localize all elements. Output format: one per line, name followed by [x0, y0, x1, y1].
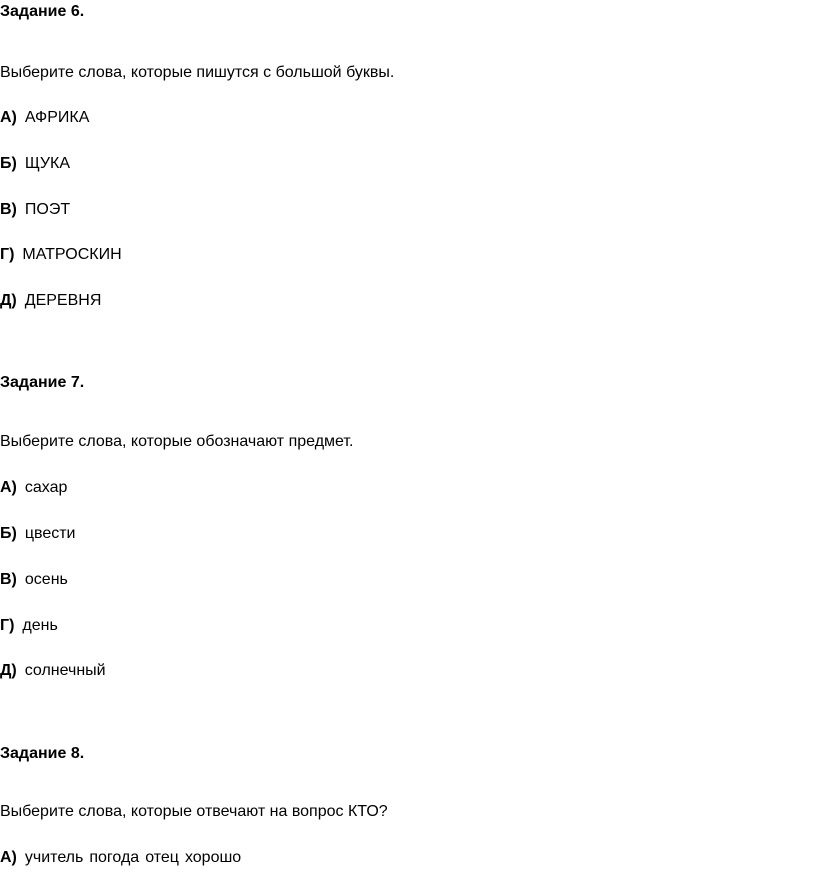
- option-text: день: [22, 617, 58, 634]
- option-letter: Д): [0, 662, 17, 679]
- option-text: солнечный: [24, 662, 106, 679]
- task-6-option-b: [0, 154, 70, 174]
- option-letter: А): [0, 109, 17, 126]
- option-text: ДЕРЕВНЯ: [24, 292, 102, 309]
- task-6-option-g: [0, 245, 122, 265]
- option-letter: Г): [0, 246, 15, 263]
- option-letter: Б): [0, 525, 17, 542]
- task-7-title: Задание 7.: [0, 374, 85, 391]
- option-text: осень: [24, 571, 68, 588]
- option-text: сахар: [24, 479, 68, 496]
- task-7-option-d: [0, 661, 106, 681]
- task-7-option-a: [0, 478, 67, 498]
- option-word: погода: [89, 849, 140, 866]
- option-letter: В): [0, 201, 17, 218]
- task-7-option-v: [0, 570, 68, 590]
- option-letter: А): [0, 479, 17, 496]
- task-6-question: Выберите слова, которые пишутся с большой буквы.: [0, 64, 395, 81]
- task-6-option-d: [0, 291, 101, 311]
- option-letter: Б): [0, 155, 17, 172]
- option-text: МАТРОСКИН: [22, 246, 122, 263]
- option-word: отец: [145, 849, 179, 866]
- task-7-question: Выберите слова, которые обозначают предмет.: [0, 433, 354, 450]
- task-7-option-b: [0, 524, 75, 544]
- task-8-question: Выберите слова, которые отвечают на вопрос КТО?: [0, 803, 388, 820]
- task-8-title: Задание 8.: [0, 745, 85, 762]
- option-text: ПОЭТ: [24, 201, 71, 218]
- option-letter: Д): [0, 292, 17, 309]
- task-8-option-a: [0, 848, 247, 868]
- task-6-title: Задание 6.: [0, 3, 85, 20]
- option-letter: А): [0, 849, 17, 866]
- option-text: ЩУКА: [24, 155, 70, 172]
- option-text: АФРИКА: [24, 109, 90, 126]
- task-6-option-v: [0, 200, 70, 220]
- option-word: хорошо: [184, 849, 242, 866]
- option-word: учитель: [24, 849, 84, 866]
- task-6-option-a: [0, 108, 89, 128]
- task-7-option-g: [0, 616, 58, 636]
- option-letter: Г): [0, 617, 15, 634]
- option-text: цвести: [24, 525, 76, 542]
- option-letter: В): [0, 571, 17, 588]
